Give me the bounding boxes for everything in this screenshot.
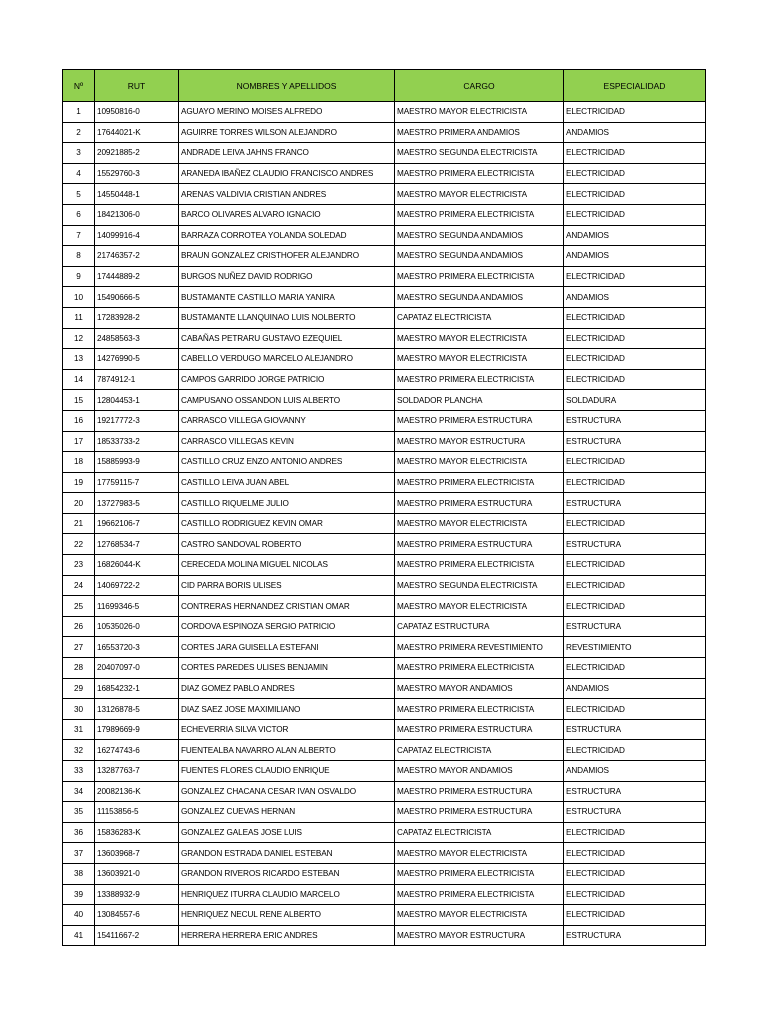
row-number: 33 bbox=[63, 761, 95, 782]
especialidad-cell: ELECTRICIDAD bbox=[564, 905, 706, 926]
row-number: 11 bbox=[63, 307, 95, 328]
rut-cell: 14069722-2 bbox=[95, 575, 179, 596]
cargo-cell: MAESTRO MAYOR ELECTRICISTA bbox=[395, 328, 564, 349]
cargo-cell: CAPATAZ ESTRUCTURA bbox=[395, 616, 564, 637]
name-cell: CORTES JARA GUISELLA ESTEFANI bbox=[179, 637, 395, 658]
rut-cell: 20407097-0 bbox=[95, 658, 179, 679]
name-cell: CONTRERAS HERNANDEZ CRISTIAN OMAR bbox=[179, 596, 395, 617]
table-row bbox=[63, 699, 706, 720]
name-cell: GONZALEZ CHACANA CESAR IVAN OSVALDO bbox=[179, 781, 395, 802]
name-cell: ECHEVERRIA SILVA VICTOR bbox=[179, 719, 395, 740]
cargo-cell: SOLDADOR PLANCHA bbox=[395, 390, 564, 411]
cargo-cell: MAESTRO PRIMERA ESTRUCTURA bbox=[395, 781, 564, 802]
cargo-cell: MAESTRO PRIMERA ELECTRICISTA bbox=[395, 699, 564, 720]
row-number: 41 bbox=[63, 925, 95, 946]
row-number: 16 bbox=[63, 410, 95, 431]
worker-table bbox=[62, 69, 706, 946]
rut-cell: 13287763-7 bbox=[95, 761, 179, 782]
table-row bbox=[63, 863, 706, 884]
name-cell: BARRAZA CORROTEA YOLANDA SOLEDAD bbox=[179, 225, 395, 246]
table-row bbox=[63, 493, 706, 514]
cargo-cell: MAESTRO PRIMERA ANDAMIOS bbox=[395, 122, 564, 143]
table-row bbox=[63, 143, 706, 164]
cargo-cell: MAESTRO MAYOR ELECTRICISTA bbox=[395, 596, 564, 617]
row-number: 21 bbox=[63, 513, 95, 534]
row-number: 35 bbox=[63, 802, 95, 823]
name-cell: ARENAS VALDIVIA CRISTIAN ANDRES bbox=[179, 184, 395, 205]
especialidad-cell: SOLDADURA bbox=[564, 390, 706, 411]
rut-cell: 12804453-1 bbox=[95, 390, 179, 411]
cargo-cell: MAESTRO SEGUNDA ELECTRICISTA bbox=[395, 575, 564, 596]
name-cell: CABAÑAS PETRARU GUSTAVO EZEQUIEL bbox=[179, 328, 395, 349]
table-row bbox=[63, 287, 706, 308]
especialidad-cell: ESTRUCTURA bbox=[564, 431, 706, 452]
especialidad-cell: ELECTRICIDAD bbox=[564, 143, 706, 164]
cargo-cell: MAESTRO SEGUNDA ANDAMIOS bbox=[395, 246, 564, 267]
name-cell: CASTRO SANDOVAL ROBERTO bbox=[179, 534, 395, 555]
cargo-cell: MAESTRO PRIMERA ESTRUCTURA bbox=[395, 410, 564, 431]
rut-cell: 13603921-0 bbox=[95, 863, 179, 884]
cargo-cell: MAESTRO SEGUNDA ANDAMIOS bbox=[395, 287, 564, 308]
cargo-cell: MAESTRO PRIMERA ELECTRICISTA bbox=[395, 884, 564, 905]
row-number: 32 bbox=[63, 740, 95, 761]
row-number: 14 bbox=[63, 369, 95, 390]
cargo-cell: MAESTRO PRIMERA ELECTRICISTA bbox=[395, 204, 564, 225]
row-number: 36 bbox=[63, 822, 95, 843]
name-cell: CARRASCO VILLEGA GIOVANNY bbox=[179, 410, 395, 431]
table-row bbox=[63, 843, 706, 864]
especialidad-cell: ANDAMIOS bbox=[564, 761, 706, 782]
table-row bbox=[63, 266, 706, 287]
header-rut: RUT bbox=[95, 70, 179, 102]
row-number: 19 bbox=[63, 472, 95, 493]
name-cell: BUSTAMANTE LLANQUINAO LUIS NOLBERTO bbox=[179, 307, 395, 328]
cargo-cell: MAESTRO MAYOR ELECTRICISTA bbox=[395, 843, 564, 864]
rut-cell: 21746357-2 bbox=[95, 246, 179, 267]
name-cell: CORDOVA ESPINOZA SERGIO PATRICIO bbox=[179, 616, 395, 637]
row-number: 2 bbox=[63, 122, 95, 143]
especialidad-cell: ELECTRICIDAD bbox=[564, 307, 706, 328]
row-number: 6 bbox=[63, 204, 95, 225]
rut-cell: 13084557-6 bbox=[95, 905, 179, 926]
worker-list-sheet bbox=[62, 69, 705, 946]
name-cell: BUSTAMANTE CASTILLO MARIA YANIRA bbox=[179, 287, 395, 308]
name-cell: CABELLO VERDUGO MARCELO ALEJANDRO bbox=[179, 349, 395, 370]
rut-cell: 17444889-2 bbox=[95, 266, 179, 287]
name-cell: BURGOS NUÑEZ DAVID RODRIGO bbox=[179, 266, 395, 287]
cargo-cell: MAESTRO PRIMERA REVESTIMIENTO bbox=[395, 637, 564, 658]
row-number: 25 bbox=[63, 596, 95, 617]
cargo-cell: MAESTRO MAYOR ANDAMIOS bbox=[395, 761, 564, 782]
rut-cell: 17989669-9 bbox=[95, 719, 179, 740]
cargo-cell: CAPATAZ ELECTRICISTA bbox=[395, 307, 564, 328]
cargo-cell: MAESTRO PRIMERA ELECTRICISTA bbox=[395, 163, 564, 184]
table-body bbox=[63, 102, 706, 946]
especialidad-cell: ESTRUCTURA bbox=[564, 781, 706, 802]
especialidad-cell: ELECTRICIDAD bbox=[564, 575, 706, 596]
cargo-cell: MAESTRO PRIMERA ELECTRICISTA bbox=[395, 863, 564, 884]
name-cell: FUENTES FLORES CLAUDIO ENRIQUE bbox=[179, 761, 395, 782]
especialidad-cell: ELECTRICIDAD bbox=[564, 163, 706, 184]
cargo-cell: MAESTRO MAYOR ELECTRICISTA bbox=[395, 452, 564, 473]
especialidad-cell: ELECTRICIDAD bbox=[564, 658, 706, 679]
name-cell: GONZALEZ CUEVAS HERNAN bbox=[179, 802, 395, 823]
table-row bbox=[63, 905, 706, 926]
especialidad-cell: ESTRUCTURA bbox=[564, 616, 706, 637]
cargo-cell: MAESTRO PRIMERA ELECTRICISTA bbox=[395, 472, 564, 493]
rut-cell: 15529760-3 bbox=[95, 163, 179, 184]
rut-cell: 16826044-K bbox=[95, 555, 179, 576]
row-number: 40 bbox=[63, 905, 95, 926]
especialidad-cell: ESTRUCTURA bbox=[564, 410, 706, 431]
header-especialidad: ESPECIALIDAD bbox=[564, 70, 706, 102]
cargo-cell: CAPATAZ ELECTRICISTA bbox=[395, 740, 564, 761]
rut-cell: 15885993-9 bbox=[95, 452, 179, 473]
table-row bbox=[63, 204, 706, 225]
name-cell: CARRASCO VILLEGAS KEVIN bbox=[179, 431, 395, 452]
name-cell: DIAZ SAEZ JOSE MAXIMILIANO bbox=[179, 699, 395, 720]
row-number: 7 bbox=[63, 225, 95, 246]
name-cell: HENRIQUEZ NECUL RENE ALBERTO bbox=[179, 905, 395, 926]
name-cell: CAMPUSANO OSSANDON LUIS ALBERTO bbox=[179, 390, 395, 411]
especialidad-cell: ELECTRICIDAD bbox=[564, 266, 706, 287]
rut-cell: 19217772-3 bbox=[95, 410, 179, 431]
especialidad-cell: ELECTRICIDAD bbox=[564, 204, 706, 225]
especialidad-cell: ESTRUCTURA bbox=[564, 493, 706, 514]
table-row bbox=[63, 575, 706, 596]
name-cell: AGUAYO MERINO MOISES ALFREDO bbox=[179, 102, 395, 123]
especialidad-cell: ELECTRICIDAD bbox=[564, 102, 706, 123]
cargo-cell: MAESTRO PRIMERA ESTRUCTURA bbox=[395, 534, 564, 555]
row-number: 15 bbox=[63, 390, 95, 411]
table-row bbox=[63, 555, 706, 576]
table-row bbox=[63, 761, 706, 782]
especialidad-cell: ELECTRICIDAD bbox=[564, 184, 706, 205]
rut-cell: 20921885-2 bbox=[95, 143, 179, 164]
especialidad-cell: ELECTRICIDAD bbox=[564, 555, 706, 576]
name-cell: GONZALEZ GALEAS JOSE LUIS bbox=[179, 822, 395, 843]
row-number: 18 bbox=[63, 452, 95, 473]
table-row bbox=[63, 452, 706, 473]
row-number: 8 bbox=[63, 246, 95, 267]
especialidad-cell: ELECTRICIDAD bbox=[564, 822, 706, 843]
name-cell: AGUIRRE TORRES WILSON ALEJANDRO bbox=[179, 122, 395, 143]
header-row bbox=[63, 70, 706, 102]
cargo-cell: CAPATAZ ELECTRICISTA bbox=[395, 822, 564, 843]
especialidad-cell: ANDAMIOS bbox=[564, 678, 706, 699]
name-cell: DIAZ GOMEZ PABLO ANDRES bbox=[179, 678, 395, 699]
rut-cell: 15490666-5 bbox=[95, 287, 179, 308]
especialidad-cell: ELECTRICIDAD bbox=[564, 884, 706, 905]
row-number: 39 bbox=[63, 884, 95, 905]
rut-cell: 17283928-2 bbox=[95, 307, 179, 328]
table-row bbox=[63, 410, 706, 431]
especialidad-cell: ELECTRICIDAD bbox=[564, 863, 706, 884]
cargo-cell: MAESTRO PRIMERA ESTRUCTURA bbox=[395, 719, 564, 740]
especialidad-cell: ELECTRICIDAD bbox=[564, 472, 706, 493]
especialidad-cell: ANDAMIOS bbox=[564, 246, 706, 267]
especialidad-cell: ELECTRICIDAD bbox=[564, 699, 706, 720]
row-number: 22 bbox=[63, 534, 95, 555]
name-cell: CORTES PAREDES ULISES BENJAMIN bbox=[179, 658, 395, 679]
table-row bbox=[63, 431, 706, 452]
rut-cell: 16854232-1 bbox=[95, 678, 179, 699]
especialidad-cell: ESTRUCTURA bbox=[564, 802, 706, 823]
especialidad-cell: ESTRUCTURA bbox=[564, 534, 706, 555]
table-row bbox=[63, 163, 706, 184]
row-number: 17 bbox=[63, 431, 95, 452]
name-cell: CASTILLO CRUZ ENZO ANTONIO ANDRES bbox=[179, 452, 395, 473]
name-cell: CASTILLO RIQUELME JULIO bbox=[179, 493, 395, 514]
name-cell: CID PARRA BORIS ULISES bbox=[179, 575, 395, 596]
rut-cell: 10535026-0 bbox=[95, 616, 179, 637]
cargo-cell: MAESTRO PRIMERA ESTRUCTURA bbox=[395, 802, 564, 823]
especialidad-cell: ELECTRICIDAD bbox=[564, 843, 706, 864]
row-number: 9 bbox=[63, 266, 95, 287]
rut-cell: 11153856-5 bbox=[95, 802, 179, 823]
row-number: 10 bbox=[63, 287, 95, 308]
cargo-cell: MAESTRO MAYOR ELECTRICISTA bbox=[395, 184, 564, 205]
cargo-cell: MAESTRO MAYOR ELECTRICISTA bbox=[395, 513, 564, 534]
row-number: 26 bbox=[63, 616, 95, 637]
especialidad-cell: ELECTRICIDAD bbox=[564, 369, 706, 390]
especialidad-cell: ESTRUCTURA bbox=[564, 719, 706, 740]
row-number: 20 bbox=[63, 493, 95, 514]
name-cell: GRANDON ESTRADA DANIEL ESTEBAN bbox=[179, 843, 395, 864]
rut-cell: 20082136-K bbox=[95, 781, 179, 802]
table-row bbox=[63, 307, 706, 328]
cargo-cell: MAESTRO PRIMERA ESTRUCTURA bbox=[395, 493, 564, 514]
header-cargo: CARGO bbox=[395, 70, 564, 102]
name-cell: CAMPOS GARRIDO JORGE PATRICIO bbox=[179, 369, 395, 390]
header-number: Nº bbox=[63, 70, 95, 102]
table-row bbox=[63, 246, 706, 267]
especialidad-cell: REVESTIMIENTO bbox=[564, 637, 706, 658]
table-row bbox=[63, 349, 706, 370]
name-cell: CERECEDA MOLINA MIGUEL NICOLAS bbox=[179, 555, 395, 576]
rut-cell: 13603968-7 bbox=[95, 843, 179, 864]
row-number: 38 bbox=[63, 863, 95, 884]
table-row bbox=[63, 802, 706, 823]
table-row bbox=[63, 637, 706, 658]
rut-cell: 10950816-0 bbox=[95, 102, 179, 123]
rut-cell: 17644021-K bbox=[95, 122, 179, 143]
rut-cell: 18421306-0 bbox=[95, 204, 179, 225]
rut-cell: 16274743-6 bbox=[95, 740, 179, 761]
row-number: 24 bbox=[63, 575, 95, 596]
cargo-cell: MAESTRO MAYOR ESTRUCTURA bbox=[395, 925, 564, 946]
rut-cell: 24858563-3 bbox=[95, 328, 179, 349]
table-row bbox=[63, 740, 706, 761]
rut-cell: 12768534-7 bbox=[95, 534, 179, 555]
cargo-cell: MAESTRO PRIMERA ELECTRICISTA bbox=[395, 369, 564, 390]
name-cell: ANDRADE LEIVA JAHNS FRANCO bbox=[179, 143, 395, 164]
cargo-cell: MAESTRO PRIMERA ELECTRICISTA bbox=[395, 266, 564, 287]
row-number: 34 bbox=[63, 781, 95, 802]
name-cell: CASTILLO LEIVA JUAN ABEL bbox=[179, 472, 395, 493]
table-row bbox=[63, 513, 706, 534]
row-number: 30 bbox=[63, 699, 95, 720]
cargo-cell: MAESTRO PRIMERA ELECTRICISTA bbox=[395, 658, 564, 679]
especialidad-cell: ANDAMIOS bbox=[564, 287, 706, 308]
name-cell: CASTILLO RODRIGUEZ KEVIN OMAR bbox=[179, 513, 395, 534]
especialidad-cell: ELECTRICIDAD bbox=[564, 513, 706, 534]
table-row bbox=[63, 719, 706, 740]
rut-cell: 14276990-5 bbox=[95, 349, 179, 370]
table-row bbox=[63, 225, 706, 246]
cargo-cell: MAESTRO MAYOR ELECTRICISTA bbox=[395, 905, 564, 926]
row-number: 12 bbox=[63, 328, 95, 349]
table-row bbox=[63, 534, 706, 555]
rut-cell: 14099916-4 bbox=[95, 225, 179, 246]
rut-cell: 11699346-5 bbox=[95, 596, 179, 617]
cargo-cell: MAESTRO PRIMERA ELECTRICISTA bbox=[395, 555, 564, 576]
table-row bbox=[63, 678, 706, 699]
row-number: 13 bbox=[63, 349, 95, 370]
row-number: 31 bbox=[63, 719, 95, 740]
rut-cell: 16553720-3 bbox=[95, 637, 179, 658]
rut-cell: 19662106-7 bbox=[95, 513, 179, 534]
row-number: 1 bbox=[63, 102, 95, 123]
table-row bbox=[63, 390, 706, 411]
name-cell: BARCO OLIVARES ALVARO IGNACIO bbox=[179, 204, 395, 225]
rut-cell: 13727983-5 bbox=[95, 493, 179, 514]
especialidad-cell: ELECTRICIDAD bbox=[564, 596, 706, 617]
row-number: 4 bbox=[63, 163, 95, 184]
table-row bbox=[63, 781, 706, 802]
rut-cell: 18533733-2 bbox=[95, 431, 179, 452]
table-row bbox=[63, 616, 706, 637]
row-number: 23 bbox=[63, 555, 95, 576]
table-row bbox=[63, 822, 706, 843]
rut-cell: 14550448-1 bbox=[95, 184, 179, 205]
rut-cell: 13388932-9 bbox=[95, 884, 179, 905]
row-number: 3 bbox=[63, 143, 95, 164]
table-row bbox=[63, 122, 706, 143]
table-row bbox=[63, 658, 706, 679]
especialidad-cell: ANDAMIOS bbox=[564, 122, 706, 143]
name-cell: BRAUN GONZALEZ CRISTHOFER ALEJANDRO bbox=[179, 246, 395, 267]
especialidad-cell: ELECTRICIDAD bbox=[564, 349, 706, 370]
table-row bbox=[63, 328, 706, 349]
rut-cell: 15836283-K bbox=[95, 822, 179, 843]
name-cell: HERRERA HERRERA ERIC ANDRES bbox=[179, 925, 395, 946]
name-cell: GRANDON RIVEROS RICARDO ESTEBAN bbox=[179, 863, 395, 884]
row-number: 29 bbox=[63, 678, 95, 699]
especialidad-cell: ELECTRICIDAD bbox=[564, 452, 706, 473]
cargo-cell: MAESTRO MAYOR ELECTRICISTA bbox=[395, 102, 564, 123]
rut-cell: 13126878-5 bbox=[95, 699, 179, 720]
cargo-cell: MAESTRO MAYOR ELECTRICISTA bbox=[395, 349, 564, 370]
especialidad-cell: ESTRUCTURA bbox=[564, 925, 706, 946]
name-cell: HENRIQUEZ ITURRA CLAUDIO MARCELO bbox=[179, 884, 395, 905]
table-row bbox=[63, 102, 706, 123]
especialidad-cell: ELECTRICIDAD bbox=[564, 740, 706, 761]
especialidad-cell: ELECTRICIDAD bbox=[564, 328, 706, 349]
rut-cell: 7874912-1 bbox=[95, 369, 179, 390]
rut-cell: 15411667-2 bbox=[95, 925, 179, 946]
especialidad-cell: ANDAMIOS bbox=[564, 225, 706, 246]
cargo-cell: MAESTRO SEGUNDA ELECTRICISTA bbox=[395, 143, 564, 164]
row-number: 37 bbox=[63, 843, 95, 864]
name-cell: ARANEDA IBAÑEZ CLAUDIO FRANCISCO ANDRES bbox=[179, 163, 395, 184]
table-row bbox=[63, 369, 706, 390]
table-row bbox=[63, 884, 706, 905]
table-row bbox=[63, 472, 706, 493]
rut-cell: 17759115-7 bbox=[95, 472, 179, 493]
table-row bbox=[63, 596, 706, 617]
row-number: 27 bbox=[63, 637, 95, 658]
table-row bbox=[63, 184, 706, 205]
header-names: NOMBRES Y APELLIDOS bbox=[179, 70, 395, 102]
row-number: 5 bbox=[63, 184, 95, 205]
cargo-cell: MAESTRO MAYOR ESTRUCTURA bbox=[395, 431, 564, 452]
cargo-cell: MAESTRO MAYOR ANDAMIOS bbox=[395, 678, 564, 699]
row-number: 28 bbox=[63, 658, 95, 679]
name-cell: FUENTEALBA NAVARRO ALAN ALBERTO bbox=[179, 740, 395, 761]
table-row bbox=[63, 925, 706, 946]
cargo-cell: MAESTRO SEGUNDA ANDAMIOS bbox=[395, 225, 564, 246]
